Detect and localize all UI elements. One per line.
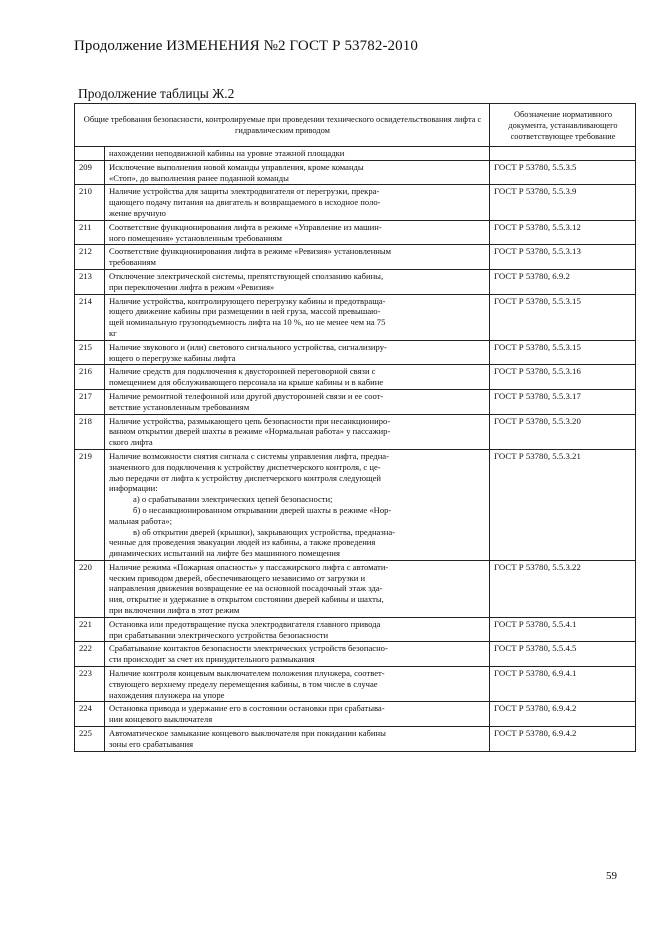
- requirement-text-line: ющего о перегрузке кабины лифта: [109, 352, 236, 363]
- requirement-text: [105, 269, 490, 294]
- requirement-text-line: Наличие устройства, контролирующего перегрузку кабины и предотвраща-: [109, 295, 386, 306]
- row-number: 217: [75, 389, 105, 414]
- row-number: 213: [75, 269, 105, 294]
- requirement-text: [105, 245, 490, 270]
- normative-reference: ГОСТ Р 53780, 5.5.3.13: [490, 245, 636, 270]
- table-row: [75, 294, 636, 340]
- table-row: [75, 245, 636, 270]
- normative-reference: ГОСТ Р 53780, 5.5.3.15: [490, 294, 636, 340]
- table-row: [75, 269, 636, 294]
- table-row: [75, 702, 636, 727]
- requirement-text-line: а) о срабатывании электрических цепей безопасности;: [133, 494, 333, 505]
- table-row: [75, 365, 636, 390]
- requirement-text-line: Наличие контроля концевым выключателем положения плунжера, соответ-: [109, 668, 385, 679]
- requirement-text: [105, 185, 490, 220]
- requirement-text-line: при переключении лифта в режим «Ревизия»: [109, 281, 275, 292]
- normative-reference: ГОСТ Р 53780, 5.5.3.12: [490, 220, 636, 245]
- row-number: 211: [75, 220, 105, 245]
- table-row: [75, 160, 636, 185]
- table-caption: Продолжение таблицы Ж.2: [78, 86, 235, 101]
- requirements-table: [74, 103, 636, 752]
- table-row: [75, 185, 636, 220]
- row-number: 212: [75, 245, 105, 270]
- requirement-text: [105, 340, 490, 365]
- normative-reference: ГОСТ Р 53780, 5.5.4.5: [490, 642, 636, 667]
- requirement-text-line: ванном открытии дверей шахты в режиме «Нормальная работа» у пассажир-: [109, 426, 391, 437]
- requirement-text-line: Наличие средств для подключения к двусторонней переговорной связи с: [109, 366, 376, 377]
- row-number: 219: [75, 449, 105, 560]
- normative-reference: ГОСТ Р 53780, 5.5.3.15: [490, 340, 636, 365]
- normative-reference: ГОСТ Р 53780, 6.9.4.2: [490, 702, 636, 727]
- requirement-text-line: «Стоп», до выполнения ранее поданной команды: [109, 172, 289, 183]
- requirement-text-line: ского лифта: [109, 437, 153, 448]
- requirement-text-line: Наличие возможности снятия сигнала с системы управления лифта, предна-: [109, 450, 389, 461]
- normative-reference: ГОСТ Р 53780, 6.9.4.2: [490, 727, 636, 752]
- row-number: 210: [75, 185, 105, 220]
- requirement-text-line: ния, открытие и удержание в открытом состоянии дверей кабины и шахты,: [109, 594, 384, 605]
- document-header-title: Продолжение ИЗМЕНЕНИЯ №2 ГОСТ Р 53782-2010: [74, 38, 418, 54]
- requirement-text-line: ченные для проведения эвакуации людей из кабины, а также проведения: [109, 537, 376, 548]
- column-header-normative-document: Обозначение нормативного документа, устанавливающего соответствующее требование: [490, 104, 636, 147]
- row-number: 218: [75, 414, 105, 449]
- requirement-text: [105, 702, 490, 727]
- requirement-text-line: ствующего верхнему пределу перемещения кабины, в том числе в случае: [109, 678, 378, 689]
- requirement-text-line: направления движения возвращение ее на основной посадочный этаж зда-: [109, 583, 383, 594]
- requirement-text: [105, 414, 490, 449]
- table-row: [75, 727, 636, 752]
- requirement-text: [105, 449, 490, 560]
- page-number: 59: [606, 870, 617, 882]
- normative-reference: ГОСТ Р 53780, 5.5.3.17: [490, 389, 636, 414]
- requirement-text-line: ного помещения» установленным требованиям: [109, 232, 282, 243]
- requirement-text-line: Наличие устройства, размыкающего цепь безопасности при несанкциониро-: [109, 415, 391, 426]
- requirement-text-line: Автоматическое замыкание концевого выключателя при покидании кабины: [109, 728, 386, 739]
- requirement-text: [105, 220, 490, 245]
- requirement-text-line: помещением для обслуживающего персонала на крыше кабины и в кабине: [109, 377, 384, 388]
- requirement-text-line: в) об открытии дверей (крышки), закрывающих устройства, предназна-: [133, 526, 396, 537]
- table-body: [75, 147, 636, 752]
- requirement-text: [105, 667, 490, 702]
- requirement-text-line: жение вручную: [109, 207, 166, 218]
- table-row: [75, 414, 636, 449]
- table-row: [75, 449, 636, 560]
- requirement-text: [105, 560, 490, 617]
- requirement-text-line: мальная работа»;: [109, 515, 173, 526]
- table-row: [75, 560, 636, 617]
- row-number: 224: [75, 702, 105, 727]
- requirement-text-line: Соответствие функционирования лифта в режиме «Ревизия» установленным: [109, 246, 392, 257]
- normative-reference: [490, 147, 636, 161]
- table-row: [75, 642, 636, 667]
- normative-reference: ГОСТ Р 53780, 5.5.3.9: [490, 185, 636, 220]
- row-number: 221: [75, 617, 105, 642]
- requirement-text-line: ющего движение кабины при размещении в ней груза, массой превышаю-: [109, 306, 381, 317]
- row-number: 222: [75, 642, 105, 667]
- column-header-requirements: Общие требования безопасности, контролируемые при проведении технического освидетельствования лифта с гидравлическим приводом: [75, 104, 490, 147]
- continuation-row: [75, 147, 636, 161]
- requirement-text-line: зоны его срабатывания: [109, 738, 194, 749]
- row-number: 220: [75, 560, 105, 617]
- requirement-text-line: щей номинальную грузоподъемность лифта на 10 %, но не менее чем на 75: [109, 317, 386, 328]
- normative-reference: ГОСТ Р 53780, 6.9.4.1: [490, 667, 636, 702]
- table-row: [75, 389, 636, 414]
- table-row: [75, 667, 636, 702]
- normative-reference: ГОСТ Р 53780, 5.5.3.20: [490, 414, 636, 449]
- row-number: 216: [75, 365, 105, 390]
- normative-reference: ГОСТ Р 53780, 5.5.3.21: [490, 449, 636, 560]
- requirement-text-line: Соответствие функционирования лифта в режиме «Управление из машин-: [109, 221, 382, 232]
- requirement-text-line: Наличие ремонтной телефонной или другой двусторонней связи и ее соот-: [109, 390, 384, 401]
- requirement-text-line: Наличие звукового и (или) светового сигнального устройства, сигнализиру-: [109, 341, 387, 352]
- requirement-text: [105, 365, 490, 390]
- requirement-text: [105, 389, 490, 414]
- row-number: 215: [75, 340, 105, 365]
- requirement-text-line: кг: [109, 327, 117, 338]
- row-number: [75, 147, 105, 161]
- requirement-text-line: нахождения плунжера на упоре: [109, 689, 225, 700]
- requirement-text: [105, 642, 490, 667]
- requirement-text: [105, 727, 490, 752]
- table-row: [75, 340, 636, 365]
- table-header-row: [75, 104, 636, 147]
- requirement-text-line: значенного для подключения к устройству диспетчерского контроля, с це-: [109, 461, 381, 472]
- normative-reference: ГОСТ Р 53780, 5.5.3.16: [490, 365, 636, 390]
- requirement-text: [105, 160, 490, 185]
- requirement-text-line: ветствие установленным требованиям: [109, 401, 250, 412]
- table-row: [75, 220, 636, 245]
- requirement-text-line: информации:: [109, 483, 158, 494]
- requirement-text: [105, 294, 490, 340]
- requirement-text-line: сти происходит за счет их принудительного размыкания: [109, 654, 315, 665]
- requirement-text-line: щающего подачу питания на двигатель и возвращаемого в исходное поло-: [109, 197, 381, 208]
- normative-reference: ГОСТ Р 53780, 5.5.4.1: [490, 617, 636, 642]
- row-number: 214: [75, 294, 105, 340]
- requirement-text-line: Отключение электрической системы, препятствующей сползанию кабины,: [109, 270, 384, 281]
- requirement-text: [105, 617, 490, 642]
- requirement-text-line: Наличие устройства для защиты электродвигателя от перегрузки, прекра-: [109, 186, 380, 197]
- requirement-text: нахождении неподвижной кабины на уровне этажной площадки: [105, 147, 490, 161]
- normative-reference: ГОСТ Р 53780, 5.5.3.5: [490, 160, 636, 185]
- requirement-text-line: Остановка или предотвращение пуска электродвигателя главного привода: [109, 618, 381, 629]
- requirement-text-line: нии концевого выключателя: [109, 714, 213, 725]
- row-number: 223: [75, 667, 105, 702]
- requirement-text-line: Исключение выполнения новой команды управления, кроме команды: [109, 161, 364, 172]
- row-number: 209: [75, 160, 105, 185]
- row-number: 225: [75, 727, 105, 752]
- requirement-text-line: б) о несанкционированном открывании дверей шахты в режиме «Нор-: [133, 504, 392, 515]
- requirement-text-line: при включении лифта в этот режим: [109, 605, 240, 616]
- requirement-text-line: требованиям: [109, 257, 156, 268]
- table-row: [75, 617, 636, 642]
- requirement-text-line: Срабатывание контактов безопасности электрических устройств безопасно-: [109, 643, 388, 654]
- requirement-text-line: Наличие режима «Пожарная опасность» у пассажирского лифта с автомати-: [109, 561, 389, 572]
- requirement-text-line: динамических испытаний на лифте без машинного помещения: [109, 548, 340, 559]
- requirement-text-line: ческим приводом дверей, обеспечивающего независимо от загрузки и: [109, 572, 366, 583]
- requirement-text-line: Остановка привода и удержание его в состоянии остановки при срабатыва-: [109, 703, 385, 714]
- requirement-text-line: при срабатывании электрического устройства безопасности: [109, 629, 329, 640]
- requirement-text-line: лью передачи от лифта к устройству диспетчерского контроля следующей: [109, 472, 382, 483]
- normative-reference: ГОСТ Р 53780, 6.9.2: [490, 269, 636, 294]
- normative-reference: ГОСТ Р 53780, 5.5.3.22: [490, 560, 636, 617]
